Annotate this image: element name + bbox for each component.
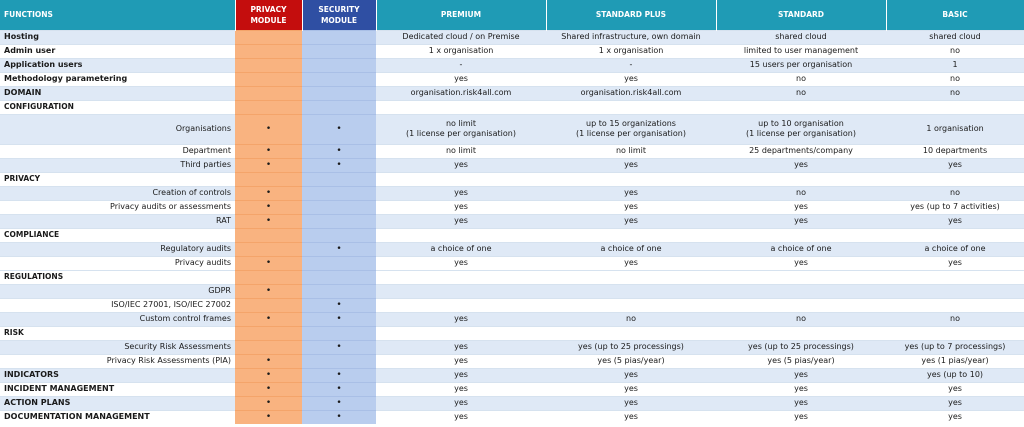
table-row — [0, 58, 1024, 72]
row-label: Privacy audits — [0, 256, 235, 270]
basic-cell — [886, 172, 1024, 186]
premium-cell: organisation.risk4all.com — [376, 86, 546, 100]
section-row — [0, 326, 1024, 340]
standard-line-1: up to 10 organisation — [758, 119, 844, 128]
privacy-module-cell: • — [235, 114, 302, 144]
table-row — [0, 200, 1024, 214]
header-security-module: SECURITY MODULE — [302, 0, 376, 30]
privacy-module-cell: • — [235, 312, 302, 326]
premium-cell — [376, 326, 546, 340]
basic-cell: no — [886, 72, 1024, 86]
basic-cell — [886, 284, 1024, 298]
basic-cell: yes (up to 7 activities) — [886, 200, 1024, 214]
standard-plus-cell: yes (up to 25 processings) — [546, 340, 716, 354]
standard-plus-cell — [546, 270, 716, 284]
security-module-cell — [302, 30, 376, 44]
standard-cell — [716, 100, 886, 114]
privacy-module-cell — [235, 340, 302, 354]
privacy-module-cell: • — [235, 214, 302, 228]
row-label: RAT — [0, 214, 235, 228]
security-module-cell — [302, 100, 376, 114]
premium-cell: yes — [376, 368, 546, 382]
row-label: Privacy audits or assessments — [0, 200, 235, 214]
row-label: Creation of controls — [0, 186, 235, 200]
row-label: Department — [0, 144, 235, 158]
table-row — [0, 368, 1024, 382]
premium-cell — [376, 114, 546, 144]
security-module-cell: • — [302, 144, 376, 158]
standard-plus-cell — [546, 298, 716, 312]
basic-cell — [886, 100, 1024, 114]
standard-cell: yes — [716, 382, 886, 396]
basic-cell — [886, 270, 1024, 284]
basic-cell: no — [886, 86, 1024, 100]
premium-cell: a choice of one — [376, 242, 546, 256]
standard-cell — [716, 172, 886, 186]
privacy-module-cell — [235, 86, 302, 100]
table-row — [0, 158, 1024, 172]
security-module-cell: • — [302, 410, 376, 424]
premium-line-1: no limit — [445, 119, 477, 128]
premium-cell: yes — [376, 354, 546, 368]
standard-plus-cell — [546, 284, 716, 298]
standard-plus-line-1: up to 15 organizations — [586, 119, 676, 128]
row-label: DOMAIN — [0, 86, 235, 100]
section-row — [0, 270, 1024, 284]
row-label: Custom control frames — [0, 312, 235, 326]
privacy-module-cell: • — [235, 158, 302, 172]
privacy-module-cell: • — [235, 186, 302, 200]
security-module-cell: • — [302, 242, 376, 256]
premium-cell: yes — [376, 186, 546, 200]
section-title: REGULATIONS — [0, 270, 235, 284]
security-module-cell — [302, 228, 376, 242]
row-label: Privacy Risk Assessments (PIA) — [0, 354, 235, 368]
standard-cell: shared cloud — [716, 30, 886, 44]
privacy-module-cell — [235, 172, 302, 186]
premium-cell — [376, 172, 546, 186]
security-module-cell — [302, 86, 376, 100]
security-module-cell — [302, 200, 376, 214]
standard-plus-cell — [546, 114, 716, 144]
standard-cell: yes — [716, 368, 886, 382]
standard-cell: 15 users per organisation — [716, 58, 886, 72]
privacy-module-cell — [235, 242, 302, 256]
premium-cell: yes — [376, 158, 546, 172]
standard-plus-cell — [546, 172, 716, 186]
table-row — [0, 72, 1024, 86]
standard-plus-cell: Shared infrastructure, own domain — [546, 30, 716, 44]
table-row — [0, 382, 1024, 396]
basic-cell: no — [886, 186, 1024, 200]
standard-cell: yes — [716, 396, 886, 410]
standard-cell: yes — [716, 158, 886, 172]
basic-cell — [886, 228, 1024, 242]
standard-plus-cell: yes — [546, 200, 716, 214]
table-row — [0, 298, 1024, 312]
standard-plus-line-2: (1 license per organisation) — [576, 129, 686, 138]
premium-cell — [376, 284, 546, 298]
premium-cell: yes — [376, 340, 546, 354]
basic-cell: yes — [886, 396, 1024, 410]
security-module-cell: • — [302, 312, 376, 326]
privacy-module-cell: • — [235, 256, 302, 270]
header-basic: BASIC — [886, 0, 1024, 30]
premium-cell: yes — [376, 382, 546, 396]
privacy-module-cell — [235, 270, 302, 284]
table-row — [0, 44, 1024, 58]
header-premium: PREMIUM — [376, 0, 546, 30]
security-module-cell: • — [302, 114, 376, 144]
row-label: Security Risk Assessments — [0, 340, 235, 354]
privacy-module-cell — [235, 100, 302, 114]
premium-cell — [376, 100, 546, 114]
security-module-cell — [302, 186, 376, 200]
row-label: Third parties — [0, 158, 235, 172]
security-module-cell: • — [302, 396, 376, 410]
row-label: Methodology parametering — [0, 72, 235, 86]
table-row — [0, 340, 1024, 354]
basic-cell: yes — [886, 256, 1024, 270]
standard-cell — [716, 326, 886, 340]
table-row — [0, 256, 1024, 270]
row-label: ACTION PLANS — [0, 396, 235, 410]
security-module-cell: • — [302, 298, 376, 312]
basic-cell: yes — [886, 214, 1024, 228]
standard-plus-cell — [546, 228, 716, 242]
standard-plus-cell: 1 x organisation — [546, 44, 716, 58]
section-row — [0, 100, 1024, 114]
row-label: INDICATORS — [0, 368, 235, 382]
premium-cell: Dedicated cloud / on Premise — [376, 30, 546, 44]
standard-cell: a choice of one — [716, 242, 886, 256]
privacy-module-cell: • — [235, 382, 302, 396]
security-module-cell: • — [302, 382, 376, 396]
standard-cell: 25 departments/company — [716, 144, 886, 158]
premium-cell: yes — [376, 214, 546, 228]
table-row — [0, 144, 1024, 158]
table-row — [0, 312, 1024, 326]
privacy-module-cell — [235, 326, 302, 340]
row-label: Organisations — [0, 114, 235, 144]
privacy-module-cell — [235, 58, 302, 72]
premium-cell: yes — [376, 312, 546, 326]
basic-cell: no — [886, 312, 1024, 326]
standard-plus-cell: no — [546, 312, 716, 326]
standard-line-2: (1 license per organisation) — [746, 129, 856, 138]
table-row — [0, 30, 1024, 44]
table-row — [0, 396, 1024, 410]
privacy-module-cell: • — [235, 410, 302, 424]
security-module-cell — [302, 284, 376, 298]
standard-plus-cell: organisation.risk4all.com — [546, 86, 716, 100]
premium-line-2: (1 license per organisation) — [406, 129, 516, 138]
header-row — [0, 0, 1024, 30]
standard-cell — [716, 114, 886, 144]
standard-cell: no — [716, 312, 886, 326]
section-title: RISK — [0, 326, 235, 340]
row-label: Application users — [0, 58, 235, 72]
basic-cell: yes — [886, 382, 1024, 396]
premium-cell: yes — [376, 256, 546, 270]
premium-cell: no limit — [376, 144, 546, 158]
standard-cell: yes — [716, 214, 886, 228]
security-module-cell — [302, 44, 376, 58]
standard-plus-cell: yes — [546, 214, 716, 228]
basic-cell: shared cloud — [886, 30, 1024, 44]
basic-cell — [886, 298, 1024, 312]
standard-plus-cell: - — [546, 58, 716, 72]
section-title: COMPLIANCE — [0, 228, 235, 242]
security-module-cell — [302, 326, 376, 340]
premium-cell: yes — [376, 410, 546, 424]
premium-cell — [376, 298, 546, 312]
privacy-module-cell — [235, 72, 302, 86]
security-module-cell — [302, 214, 376, 228]
standard-cell — [716, 284, 886, 298]
standard-plus-cell — [546, 326, 716, 340]
basic-cell: 10 departments — [886, 144, 1024, 158]
standard-plus-cell: yes — [546, 256, 716, 270]
header-privacy-module: PRIVACY MODULE — [235, 0, 302, 30]
header-functions: FUNCTIONS — [0, 0, 235, 30]
basic-cell: yes (up to 7 processings) — [886, 340, 1024, 354]
standard-cell: yes — [716, 256, 886, 270]
premium-cell — [376, 228, 546, 242]
security-module-cell — [302, 354, 376, 368]
standard-cell: yes (5 pias/year) — [716, 354, 886, 368]
standard-plus-cell: yes — [546, 396, 716, 410]
row-label: GDPR — [0, 284, 235, 298]
row-label: DOCUMENTATION MANAGEMENT — [0, 410, 235, 424]
security-module-cell: • — [302, 340, 376, 354]
privacy-module-cell: • — [235, 396, 302, 410]
standard-plus-cell: yes — [546, 158, 716, 172]
standard-cell: no — [716, 186, 886, 200]
standard-plus-cell: yes — [546, 382, 716, 396]
table-row — [0, 354, 1024, 368]
standard-cell — [716, 298, 886, 312]
security-module-cell: • — [302, 368, 376, 382]
section-title: PRIVACY — [0, 172, 235, 186]
table-row — [0, 86, 1024, 100]
security-module-cell — [302, 270, 376, 284]
privacy-module-cell: • — [235, 368, 302, 382]
section-title: CONFIGURATION — [0, 100, 235, 114]
standard-cell — [716, 228, 886, 242]
table-row — [0, 242, 1024, 256]
privacy-module-cell — [235, 44, 302, 58]
security-module-cell — [302, 256, 376, 270]
standard-cell: yes — [716, 410, 886, 424]
row-label: INCIDENT MANAGEMENT — [0, 382, 235, 396]
header-standard-plus: STANDARD PLUS — [546, 0, 716, 30]
basic-cell: no — [886, 44, 1024, 58]
standard-cell: limited to user management — [716, 44, 886, 58]
standard-plus-cell: a choice of one — [546, 242, 716, 256]
section-row — [0, 172, 1024, 186]
table-row — [0, 284, 1024, 298]
standard-plus-cell: no limit — [546, 144, 716, 158]
premium-cell: yes — [376, 72, 546, 86]
standard-plus-cell: yes (5 pias/year) — [546, 354, 716, 368]
privacy-module-cell — [235, 228, 302, 242]
basic-cell: yes — [886, 410, 1024, 424]
table-row — [0, 114, 1024, 144]
basic-cell: 1 — [886, 58, 1024, 72]
security-module-cell: • — [302, 158, 376, 172]
standard-plus-cell: yes — [546, 410, 716, 424]
standard-plus-cell: yes — [546, 72, 716, 86]
row-label: Hosting — [0, 30, 235, 44]
security-module-cell — [302, 72, 376, 86]
security-module-cell — [302, 172, 376, 186]
standard-cell: no — [716, 86, 886, 100]
table-row — [0, 186, 1024, 200]
standard-plus-cell — [546, 100, 716, 114]
privacy-module-cell: • — [235, 284, 302, 298]
standard-plus-cell: yes — [546, 186, 716, 200]
basic-cell: a choice of one — [886, 242, 1024, 256]
premium-cell — [376, 270, 546, 284]
basic-cell: 1 organisation — [886, 114, 1024, 144]
standard-plus-cell: yes — [546, 368, 716, 382]
privacy-module-cell: • — [235, 354, 302, 368]
table-row — [0, 410, 1024, 424]
privacy-module-cell — [235, 298, 302, 312]
basic-cell: yes (up to 10) — [886, 368, 1024, 382]
security-module-cell — [302, 58, 376, 72]
section-row — [0, 228, 1024, 242]
basic-cell — [886, 326, 1024, 340]
premium-cell: yes — [376, 396, 546, 410]
basic-cell: yes (1 pias/year) — [886, 354, 1024, 368]
premium-cell: - — [376, 58, 546, 72]
privacy-module-cell: • — [235, 144, 302, 158]
premium-cell: 1 x organisation — [376, 44, 546, 58]
row-label: ISO/IEC 27001, ISO/IEC 27002 — [0, 298, 235, 312]
standard-cell — [716, 270, 886, 284]
row-label: Admin user — [0, 44, 235, 58]
privacy-module-cell — [235, 30, 302, 44]
standard-cell: no — [716, 72, 886, 86]
premium-cell: yes — [376, 200, 546, 214]
privacy-module-cell: • — [235, 200, 302, 214]
row-label: Regulatory audits — [0, 242, 235, 256]
standard-cell: yes (up to 25 processings) — [716, 340, 886, 354]
header-standard: STANDARD — [716, 0, 886, 30]
table-row — [0, 214, 1024, 228]
standard-cell: yes — [716, 200, 886, 214]
basic-cell: yes — [886, 158, 1024, 172]
